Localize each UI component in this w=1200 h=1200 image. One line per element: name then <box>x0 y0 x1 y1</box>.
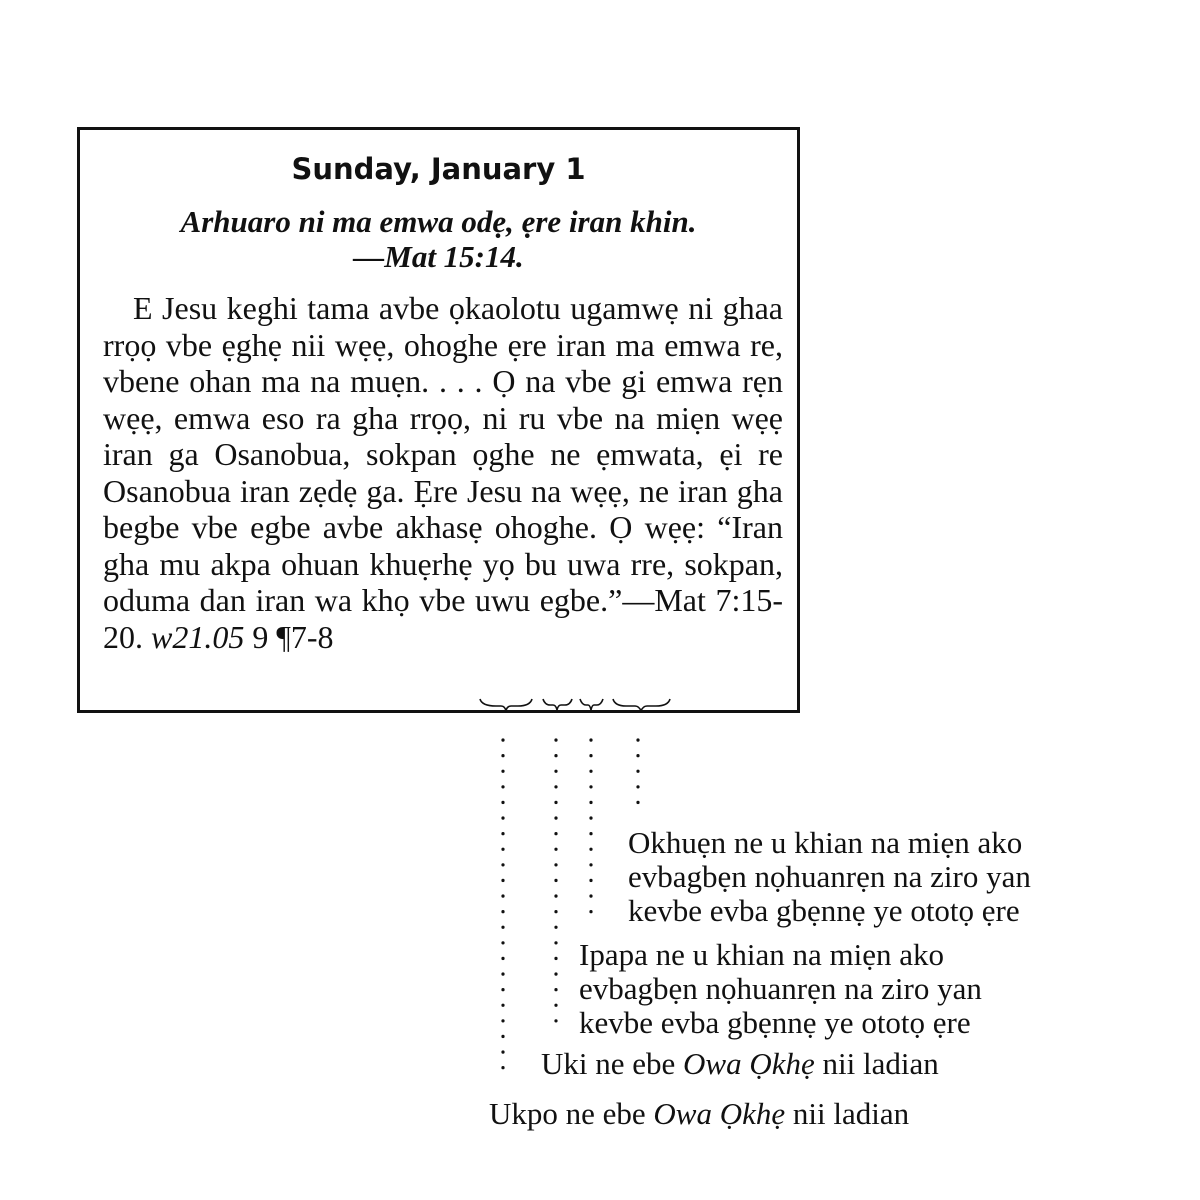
label-issue: Uki ne ebe Owa Ọkhẹ nii ladian <box>541 1046 939 1081</box>
label-page: Ipapa ne u khian na miẹn ako evbagbẹn nọhuanrẹn na ziro yan kevbe evba gbẹnnẹ ye ototọ ẹre <box>579 937 982 1040</box>
theme-scripture-citation: —Mat 15:14. <box>353 239 524 274</box>
date-heading: Sunday, January 1 <box>291 152 586 186</box>
reference-paragraph: ¶7-8 <box>276 618 334 655</box>
brace-paragraph <box>613 699 670 711</box>
brace-page <box>580 699 603 710</box>
label-year: Ukpo ne ebe Owa Ọkhẹ nii ladian <box>489 1096 910 1131</box>
brace-issue <box>543 699 572 710</box>
brace-publication <box>480 699 532 711</box>
reference-publication: w21.05 <box>151 618 245 655</box>
reference-braces <box>480 699 670 711</box>
reference-page: 9 <box>252 618 269 655</box>
theme-scripture-text: Arhuaro ni ma emwa odẹ, ẹre iran khin. <box>180 204 697 239</box>
comment-text: E Jesu keghi tama avbe ọkaolotu ugamwẹ ni ghaa rrọọ vbe ẹghẹ nii wẹẹ, ohoghe ẹre iran ma emwa re, vbene ohan ma na muẹn. . . . Ọ na vbe gi emwa rẹn wẹẹ, emwa eso ra gha rrọọ, ni ru vbe na miẹn wẹẹ iran ga Osanobua, sokpan ọghe ne ẹmwata, ẹi re Osanobua iran zẹdẹ ga. Ẹre Jesu na wẹẹ, ne iran gha begbe vbe egbe avbe akhasẹ ohoghe. Ọ wẹẹ: “Iran gha mu akpa ohuan khuẹrhẹ yọ bu uwa rre, sokpan, oduma dan iran wa khọ vbe uwu egbe.”—Mat 7:15-20. <box>103 290 783 655</box>
label-paragraph: Okhuẹn ne u khian na miẹn ako evbagbẹn nọhuanrẹn na ziro yan kevbe evba gbẹnnẹ ye ototọ ẹre <box>628 825 1031 928</box>
